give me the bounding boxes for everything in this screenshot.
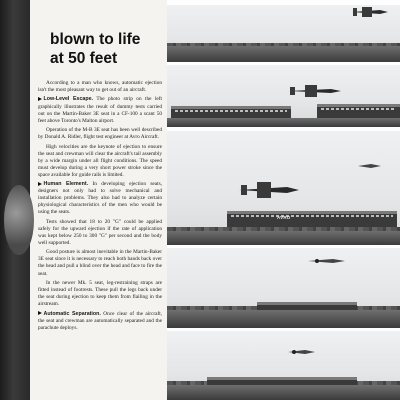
headline	[50, 30, 162, 68]
headline-line-2: at 50 feet	[50, 50, 118, 67]
paragraph	[38, 219, 162, 247]
hangar-sign: AVRO	[277, 215, 291, 220]
section-title: Human Element.	[43, 181, 89, 188]
paragraph	[38, 144, 162, 179]
paragraph	[38, 80, 162, 94]
paragraph-text: Tests showed that 18 to 20 "G" could be applied safely for the upward ejection if the rate of application was kept below 250 to 300 "G" per second and the body well supported.	[38, 218, 162, 246]
paragraph	[38, 127, 162, 141]
photo-sequence	[167, 0, 400, 400]
paragraph	[38, 249, 162, 277]
ejected-seat	[307, 256, 347, 266]
section-paragraph	[38, 181, 162, 216]
photo-frame-4	[167, 248, 400, 328]
photo-detail	[4, 185, 34, 255]
photo-frame-1	[167, 5, 400, 62]
ejected-seat	[287, 347, 317, 357]
section-arrow-icon	[38, 97, 42, 101]
section-title: Automatic Separation.	[43, 310, 101, 317]
photo-frame-5	[167, 331, 400, 400]
paragraph-text: Once clear of the aircraft, the seat and crewman are automatically separated and the parachute deploys.	[38, 310, 162, 331]
photo-frame-3	[167, 131, 400, 245]
section-title: Low-Level Escape.	[43, 96, 93, 103]
section-paragraph	[38, 311, 162, 332]
paragraph-text: The photo strip on the left graphically illustrates the result of dummy tests carried out on the Martin-Baker 3E seat in a CF-100 a scant 50 feet above Toronto's Malton airport.	[38, 96, 162, 124]
aircraft-silhouette	[237, 181, 301, 199]
article-body	[38, 80, 162, 332]
paragraph-text: According to a man who knows, automatic ejection isn't the most pleasant way to get out of an aircraft.	[38, 80, 162, 94]
section-arrow-icon	[38, 311, 42, 315]
article-column	[38, 0, 162, 400]
paragraph-text: In the newer Mk. 5 seat, leg-restraining straps are fitted instead of footrests. These pull the legs back under the seat during ejection to keep them from flailing in the airstream.	[38, 279, 162, 308]
left-photo-strip	[0, 0, 30, 400]
paragraph-text: In developing ejection seats, designers not only had to solve mechanical and installation problems. They also had to analyze certain physiological characteristics of the men who would be using the seats.	[38, 181, 162, 216]
headline-line-1: blown to life	[50, 31, 141, 48]
ejected-seat	[357, 161, 383, 171]
paragraph-text: Good posture is almost inevitable in the Martin-Baker 3E seat since it is necessary to reach both hands back over the head and pull a blind over the head and face to fire the seat.	[38, 249, 162, 277]
aircraft-silhouette	[287, 84, 343, 98]
photo-frame-2	[167, 65, 400, 127]
paragraph	[38, 280, 162, 308]
section-arrow-icon	[38, 182, 42, 186]
section-paragraph	[38, 96, 162, 124]
paragraph-text: Operation of the M-B 3E seat has been well described by Donald A. Ridler, flight test engineer at Avro Aircraft.	[38, 127, 162, 141]
paragraph-text: High velocities are the keynote of ejection to ensure the seat and crewman will clear the aircraft's tail assembly by a wide margin under all flight conditions. The speed must develop during a very short power stroke since the space available for guide rails is limited.	[38, 143, 162, 178]
aircraft-silhouette	[350, 6, 390, 18]
